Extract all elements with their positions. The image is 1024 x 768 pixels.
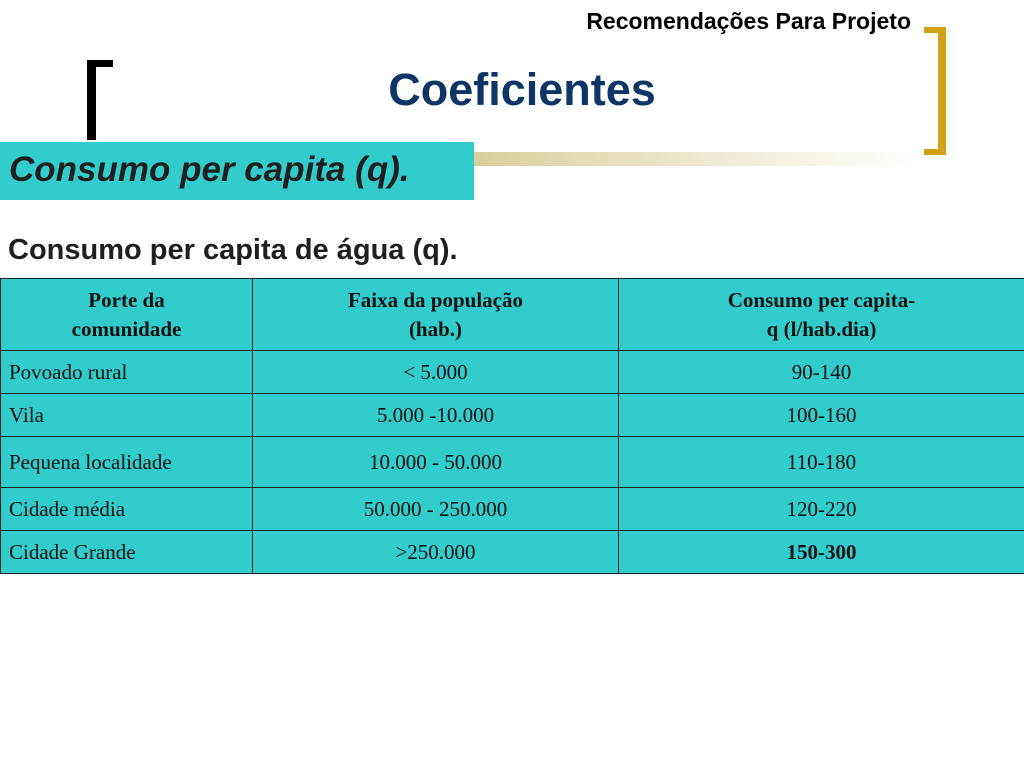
column-header-community-size (1, 279, 253, 351)
table-cell: >250.000 (253, 531, 619, 574)
table-cell: 10.000 - 50.000 (253, 437, 619, 488)
consumption-table (0, 278, 1024, 574)
column-header-line: Consumo per capita- (727, 287, 916, 312)
gradient-divider (470, 152, 920, 166)
column-header-line: (hab.) (408, 316, 463, 341)
column-header-line: Porte da (88, 287, 165, 312)
table-cell: 90-140 (619, 351, 1024, 394)
slide-title: Coeficientes (388, 64, 656, 115)
table-cell: 120-220 (619, 488, 1024, 531)
table-cell: Cidade Grande (1, 531, 253, 574)
table-cell: Vila (1, 394, 253, 437)
table-caption: Consumo per capita de água (q). (8, 234, 458, 266)
table-cell: < 5.000 (253, 351, 619, 394)
table-row (1, 488, 1024, 531)
table-cell: 110-180 (619, 437, 1024, 488)
table-header-row (1, 279, 1024, 351)
column-header-line: q (l/hab.dia) (766, 316, 877, 341)
column-header-population-range (253, 279, 619, 351)
table-row (1, 351, 1024, 394)
table-row (1, 394, 1024, 437)
header-label: Recomendações Para Projeto (586, 8, 911, 34)
table-cell: Povoado rural (1, 351, 253, 394)
table-cell: 100-160 (619, 394, 1024, 437)
table-row (1, 531, 1024, 574)
table-cell: 5.000 -10.000 (253, 394, 619, 437)
table-cell-highlight: 150-300 (619, 531, 1024, 574)
column-header-line: Faixa da população (347, 287, 524, 312)
table-cell: 50.000 - 250.000 (253, 488, 619, 531)
column-header-per-capita (619, 279, 1024, 351)
table-cell: Cidade média (1, 488, 253, 531)
table-row (1, 437, 1024, 488)
section-banner-title: Consumo per capita (q). (9, 150, 410, 189)
column-header-line: comunidade (71, 316, 182, 341)
table-cell: Pequena localidade (1, 437, 253, 488)
